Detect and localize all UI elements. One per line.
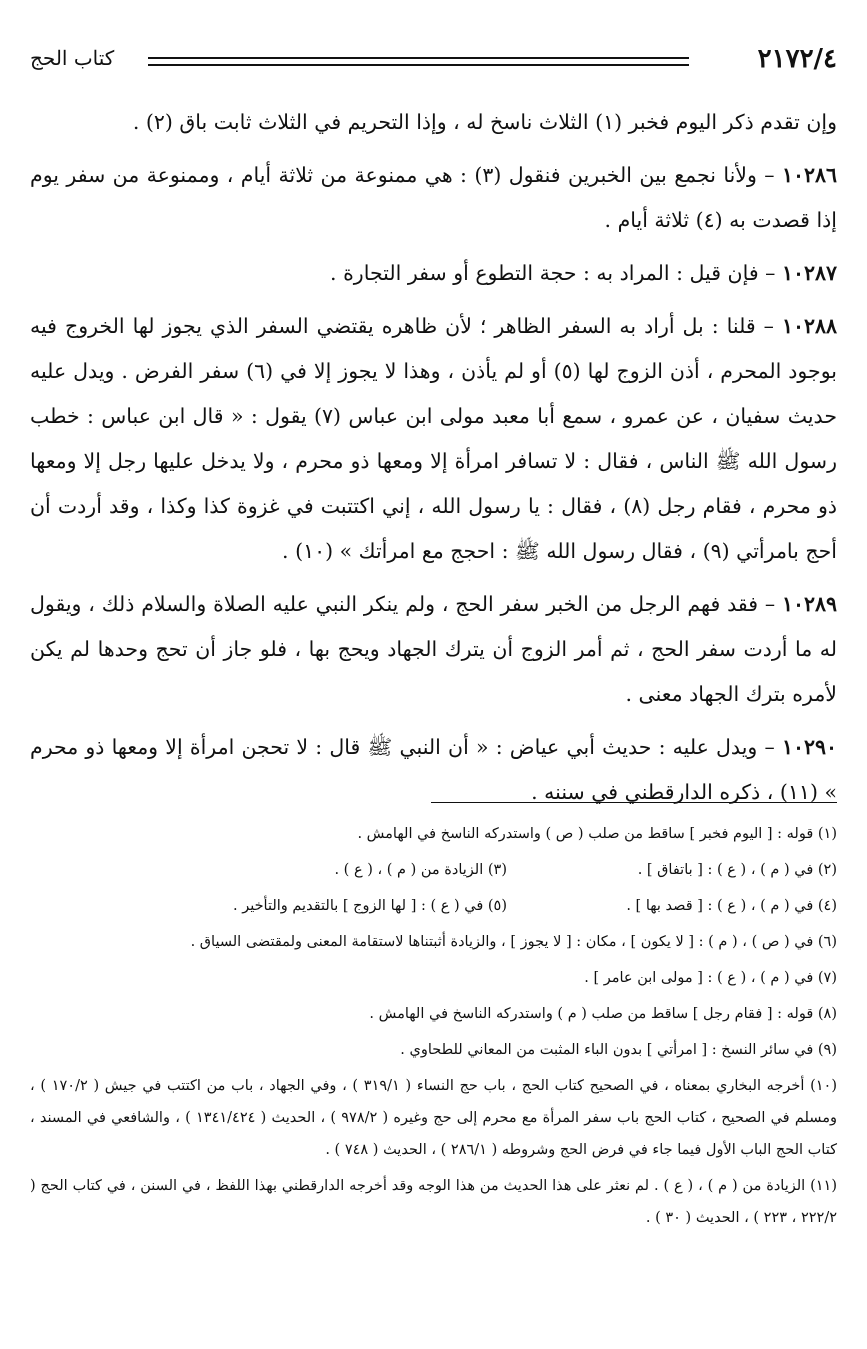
paragraph-continuation [30,100,837,145]
paragraph-text: – قلنا : بل أراد به السفر الظاهر ؛ لأن ظاهره يقتضي السفر الذي يجوز لها الخروج فيه بوجود المحرم ، أذن الزوج لها (٥) أو لم يأذن ، وهذا لا يجوز إلا في (٦) سفر الفرض . ويدل عليه حديث سفيان ، عن عمرو ، سمع أبا معبد مولى ابن عباس (٧) يقول : « قال ابن عباس : خطب رسول الله ﷺ الناس ، فقال : لا تسافر امرأة إلا ومعها ذو محرم ، ولا يدخل عليها رجل إلا ومعها ذو محرم ، فقام رجل (٨) ، فقال : يا رسول الله ، إني اكتتبت في غزوة كذا وكذا ، وقد أردت أن أحج بامرأتي (٩) ، فقال رسول الله ﷺ : احجج مع امرأتك » (١٠) . [30,314,837,563]
footnote-10: (١٠) أخرجه البخاري بمعناه ، في الصحيح كتاب الحج ، باب حج النساء ( ٣١٩/١ ) ، وفي الجهاد ، باب من اكتتب في جيش ( ١٧٠/٢ ) ، ومسلم في الصحيح ، كتاب الحج باب سفر المرأة مع محرم إلى حج وغيره ( ٩٧٨/٢ ) ، الحديث ( ١٣٤١/٤٢٤ ) ، والشافعي في المسند ، كتاب الحج الباب الأول فيما جاء في فرض الحج وشروطه ( ٢٨٦/١ ) ، الحديث ( ٧٤٨ ) . [30,1078,837,1158]
footnote-9: (٩) في سائر النسخ : [ امرأتي ] بدون الباء المثبت من المعاني للطحاوي . [400,1042,837,1058]
paragraph-text: وإن تقدم ذكر اليوم فخبر (١) الثلاث ناسخ له ، وإذا التحريم في الثلاث ثابت باق (٢) . [132,110,837,134]
footnote-5: (٥) في ( ع ) : [ لها الزوج ] بالتقديم والتأخير . [232,898,507,914]
paragraph-text: – ولأنا نجمع بين الخبرين فنقول (٣) : هي ممنوعة من ثلاثة أيام ، وممنوعة من سفر يوم إذا قصدت به (٤) ثلاثة أيام . [30,163,837,232]
paragraph-number: ١٠٢٨٩ [781,592,837,616]
page-header [30,40,837,86]
footnote-4: (٤) في ( م ) ، ( ع ) : [ قصد بها ] . [626,898,837,914]
footnote-separator [431,802,837,803]
footnotes [30,818,837,1238]
paragraph-10286 [30,153,837,243]
header-double-rule [148,57,689,66]
footnote-6: (٦) في ( ص ) ، ( م ) : [ لا يكون ] ، مكان : [ لا يجوز ] ، والزيادة أثبتناها لاستقامة المعنى ولمقتضى السياق . [190,934,837,950]
book-title: كتاب الحج [30,46,115,70]
footnote-3: (٣) الزيادة من ( م ) ، ( ع ) . [334,862,507,878]
paragraph-text: – فإن قيل : المراد به : حجة التطوع أو سفر التجارة . [330,261,782,285]
main-text [30,100,837,823]
paragraph-10287 [30,251,837,296]
footnote-1: (١) قوله : [ اليوم فخبر ] ساقط من صلب ( ص ) واستدركه الناسخ في الهامش . [357,826,837,842]
footnote-7: (٧) في ( م ) ، ( ع ) : [ مولى ابن عامر ] . [584,970,837,986]
paragraph-text: – فقد فهم الرجل من الخبر سفر الحج ، ولم ينكر النبي عليه الصلاة والسلام ذلك ، ويقول له ما أردت سفر الحج ، ثم أمر الزوج أن يترك الجهاد ويحج بها ، فلو جاز أن تحج وحدها لم يكن لأمره بترك الجهاد معنى . [30,592,837,706]
paragraph-10288 [30,304,837,574]
footnote-row-4-5 [30,890,837,922]
paragraph-number: ١٠٢٩٠ [781,735,837,759]
paragraph-10289 [30,582,837,717]
paragraph-text: – ويدل عليه : حديث أبي عياض : « أن النبي ﷺ قال : لا تحجن امرأة إلا ومعها ذو محرم » (١١) ، ذكره الدارقطني في سننه . [30,735,837,804]
paragraph-number: ١٠٢٨٦ [781,163,837,187]
paragraph-number: ١٠٢٨٧ [781,261,837,285]
footnote-2: (٢) في ( م ) ، ( ع ) : [ باتفاق ] . [637,862,837,878]
page-reference: ٢١٧٢/٤ [757,44,837,74]
paragraph-number: ١٠٢٨٨ [781,314,837,338]
footnote-8: (٨) قوله : [ فقام رجل ] ساقط من صلب ( م ) واستدركه الناسخ في الهامش . [369,1006,837,1022]
footnote-11: (١١) الزيادة من ( م ) ، ( ع ) . لم نعثر على هذا الحديث من هذا الوجه وقد أخرجه الدارقطني بهذا اللفظ ، في السنن ، في كتاب الحج ( ٢٢٢/٢ ، ٢٢٣ ) ، الحديث ( ٣٠ ) . [30,1178,837,1226]
footnote-row-2-3 [30,854,837,886]
